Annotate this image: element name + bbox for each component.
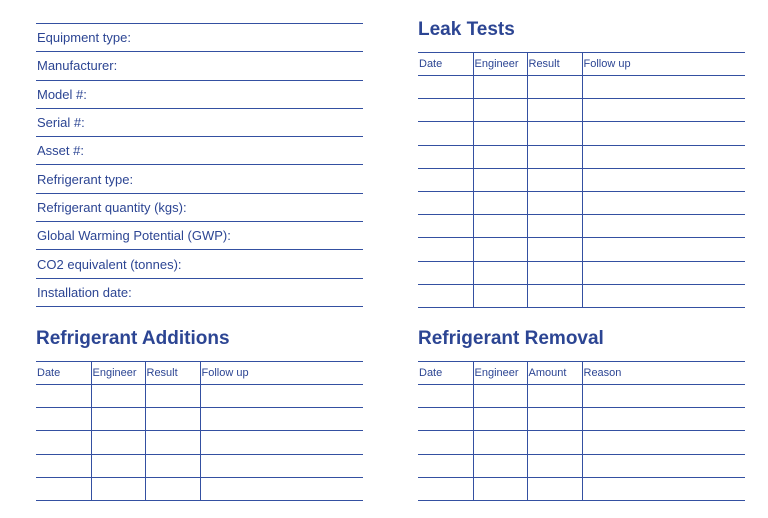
table-cell[interactable] (582, 454, 745, 477)
table-cell[interactable] (527, 76, 582, 99)
field-co2-equivalent[interactable] (36, 249, 363, 277)
table-cell[interactable] (418, 385, 473, 408)
table-cell[interactable] (91, 477, 145, 500)
table-cell[interactable] (418, 408, 473, 431)
table-cell[interactable] (582, 431, 745, 454)
field-installation-date[interactable] (36, 278, 363, 308)
table-cell[interactable] (473, 431, 527, 454)
table-cell[interactable] (91, 431, 145, 454)
table-row (418, 215, 745, 238)
table-cell[interactable] (418, 99, 473, 122)
table-cell[interactable] (582, 238, 745, 261)
table-row (418, 191, 745, 214)
field-label: Serial #: (37, 115, 85, 131)
field-refrigerant-type[interactable] (36, 164, 363, 192)
refrigerant-additions-section (36, 327, 363, 501)
column-header-follow-up: Follow up (200, 362, 363, 385)
table-cell[interactable] (473, 408, 527, 431)
table-cell[interactable] (200, 454, 363, 477)
field-label: Equipment type: (37, 30, 131, 46)
column-header-result: Result (145, 362, 200, 385)
table-cell[interactable] (418, 477, 473, 500)
table-cell[interactable] (473, 145, 527, 168)
table-cell[interactable] (473, 122, 527, 145)
leak-tests-table (418, 52, 745, 308)
table-cell[interactable] (200, 385, 363, 408)
field-label: CO2 equivalent (tonnes): (37, 256, 182, 272)
table-cell[interactable] (473, 261, 527, 284)
table-cell[interactable] (418, 261, 473, 284)
table-row (418, 454, 745, 477)
table-row (418, 122, 745, 145)
table-cell[interactable] (473, 238, 527, 261)
table-cell[interactable] (582, 191, 745, 214)
table-cell[interactable] (473, 168, 527, 191)
column-header-engineer: Engineer (91, 362, 145, 385)
field-label: Refrigerant quantity (kgs): (37, 199, 187, 215)
column-header-date: Date (418, 362, 473, 385)
table-cell[interactable] (145, 385, 200, 408)
table-row (418, 431, 745, 454)
table-row (418, 145, 745, 168)
table-header-row (418, 362, 745, 385)
column-header-engineer: Engineer (473, 53, 527, 76)
table-cell[interactable] (473, 76, 527, 99)
column-header-reason: Reason (582, 362, 745, 385)
table-row (418, 76, 745, 99)
table-row (418, 168, 745, 191)
leak-tests-section (418, 18, 745, 308)
table-cell[interactable] (418, 76, 473, 99)
table-cell[interactable] (582, 145, 745, 168)
table-cell[interactable] (582, 408, 745, 431)
table-header-row (36, 362, 363, 385)
table-cell[interactable] (36, 431, 91, 454)
table-row (418, 477, 745, 500)
table-cell[interactable] (582, 385, 745, 408)
field-label: Global Warming Potential (GWP): (37, 228, 231, 244)
field-manufacturer[interactable] (36, 51, 363, 79)
table-cell[interactable] (473, 215, 527, 238)
table-cell[interactable] (582, 168, 745, 191)
table-row (36, 431, 363, 454)
equipment-details-form (36, 23, 363, 307)
table-cell[interactable] (36, 477, 91, 500)
table-cell[interactable] (36, 454, 91, 477)
table-cell[interactable] (582, 76, 745, 99)
column-header-amount: Amount (527, 362, 582, 385)
table-cell[interactable] (527, 454, 582, 477)
field-model[interactable] (36, 80, 363, 108)
table-cell[interactable] (527, 191, 582, 214)
table-cell[interactable] (145, 477, 200, 500)
table-cell[interactable] (145, 408, 200, 431)
table-cell[interactable] (527, 99, 582, 122)
column-header-result: Result (527, 53, 582, 76)
table-row (418, 238, 745, 261)
table-header-row (418, 53, 745, 76)
table-cell[interactable] (473, 385, 527, 408)
table-cell[interactable] (527, 145, 582, 168)
refrigerant-removal-section (418, 327, 745, 501)
table-cell[interactable] (582, 261, 745, 284)
table-cell[interactable] (527, 284, 582, 307)
table-row (36, 408, 363, 431)
table-row (418, 408, 745, 431)
table-cell[interactable] (527, 477, 582, 500)
table-row (418, 385, 745, 408)
field-label: Manufacturer: (37, 58, 118, 74)
field-label: Installation date: (37, 285, 132, 301)
column-header-date: Date (418, 53, 473, 76)
table-cell[interactable] (418, 284, 473, 307)
table-cell[interactable] (473, 191, 527, 214)
column-header-follow-up: Follow up (582, 53, 745, 76)
column-header-engineer: Engineer (473, 362, 527, 385)
refrigerant-removal-table (418, 361, 745, 501)
table-cell[interactable] (145, 454, 200, 477)
table-cell[interactable] (582, 122, 745, 145)
table-cell[interactable] (36, 385, 91, 408)
table-row (418, 99, 745, 122)
field-label: Asset #: (37, 143, 84, 159)
table-cell[interactable] (473, 477, 527, 500)
table-cell[interactable] (418, 454, 473, 477)
table-cell[interactable] (527, 168, 582, 191)
field-gwp[interactable] (36, 221, 363, 249)
table-row (36, 477, 363, 500)
field-asset[interactable] (36, 136, 363, 164)
table-cell[interactable] (527, 385, 582, 408)
table-cell[interactable] (91, 408, 145, 431)
table-cell[interactable] (582, 99, 745, 122)
table-cell[interactable] (527, 122, 582, 145)
field-label: Refrigerant type: (37, 171, 134, 187)
table-cell[interactable] (527, 408, 582, 431)
field-serial[interactable] (36, 108, 363, 136)
table-cell[interactable] (527, 431, 582, 454)
table-cell[interactable] (527, 238, 582, 261)
table-cell[interactable] (473, 284, 527, 307)
column-header-date: Date (36, 362, 91, 385)
refrigerant-removal-title: Refrigerant Removal (418, 328, 604, 349)
table-cell[interactable] (200, 408, 363, 431)
table-cell[interactable] (527, 215, 582, 238)
table-cell[interactable] (418, 431, 473, 454)
table-cell[interactable] (473, 454, 527, 477)
table-cell[interactable] (582, 215, 745, 238)
table-cell[interactable] (418, 191, 473, 214)
table-row (418, 284, 745, 307)
table-cell[interactable] (91, 454, 145, 477)
table-cell[interactable] (36, 408, 91, 431)
table-row (36, 385, 363, 408)
table-cell[interactable] (200, 477, 363, 500)
table-cell[interactable] (418, 238, 473, 261)
table-cell[interactable] (527, 261, 582, 284)
table-cell[interactable] (418, 145, 473, 168)
table-cell[interactable] (418, 168, 473, 191)
table-cell[interactable] (473, 99, 527, 122)
table-row (418, 261, 745, 284)
table-cell[interactable] (582, 477, 745, 500)
refrigerant-additions-table (36, 361, 363, 501)
table-cell[interactable] (418, 122, 473, 145)
table-cell[interactable] (91, 385, 145, 408)
field-label: Model #: (37, 86, 87, 102)
table-cell[interactable] (200, 431, 363, 454)
field-equipment-type[interactable] (36, 23, 363, 51)
table-cell[interactable] (145, 431, 200, 454)
table-cell[interactable] (582, 284, 745, 307)
table-cell[interactable] (418, 215, 473, 238)
table-row (36, 454, 363, 477)
leak-tests-title: Leak Tests (418, 19, 515, 40)
refrigerant-additions-title: Refrigerant Additions (36, 328, 230, 349)
field-refrigerant-quantity[interactable] (36, 193, 363, 221)
